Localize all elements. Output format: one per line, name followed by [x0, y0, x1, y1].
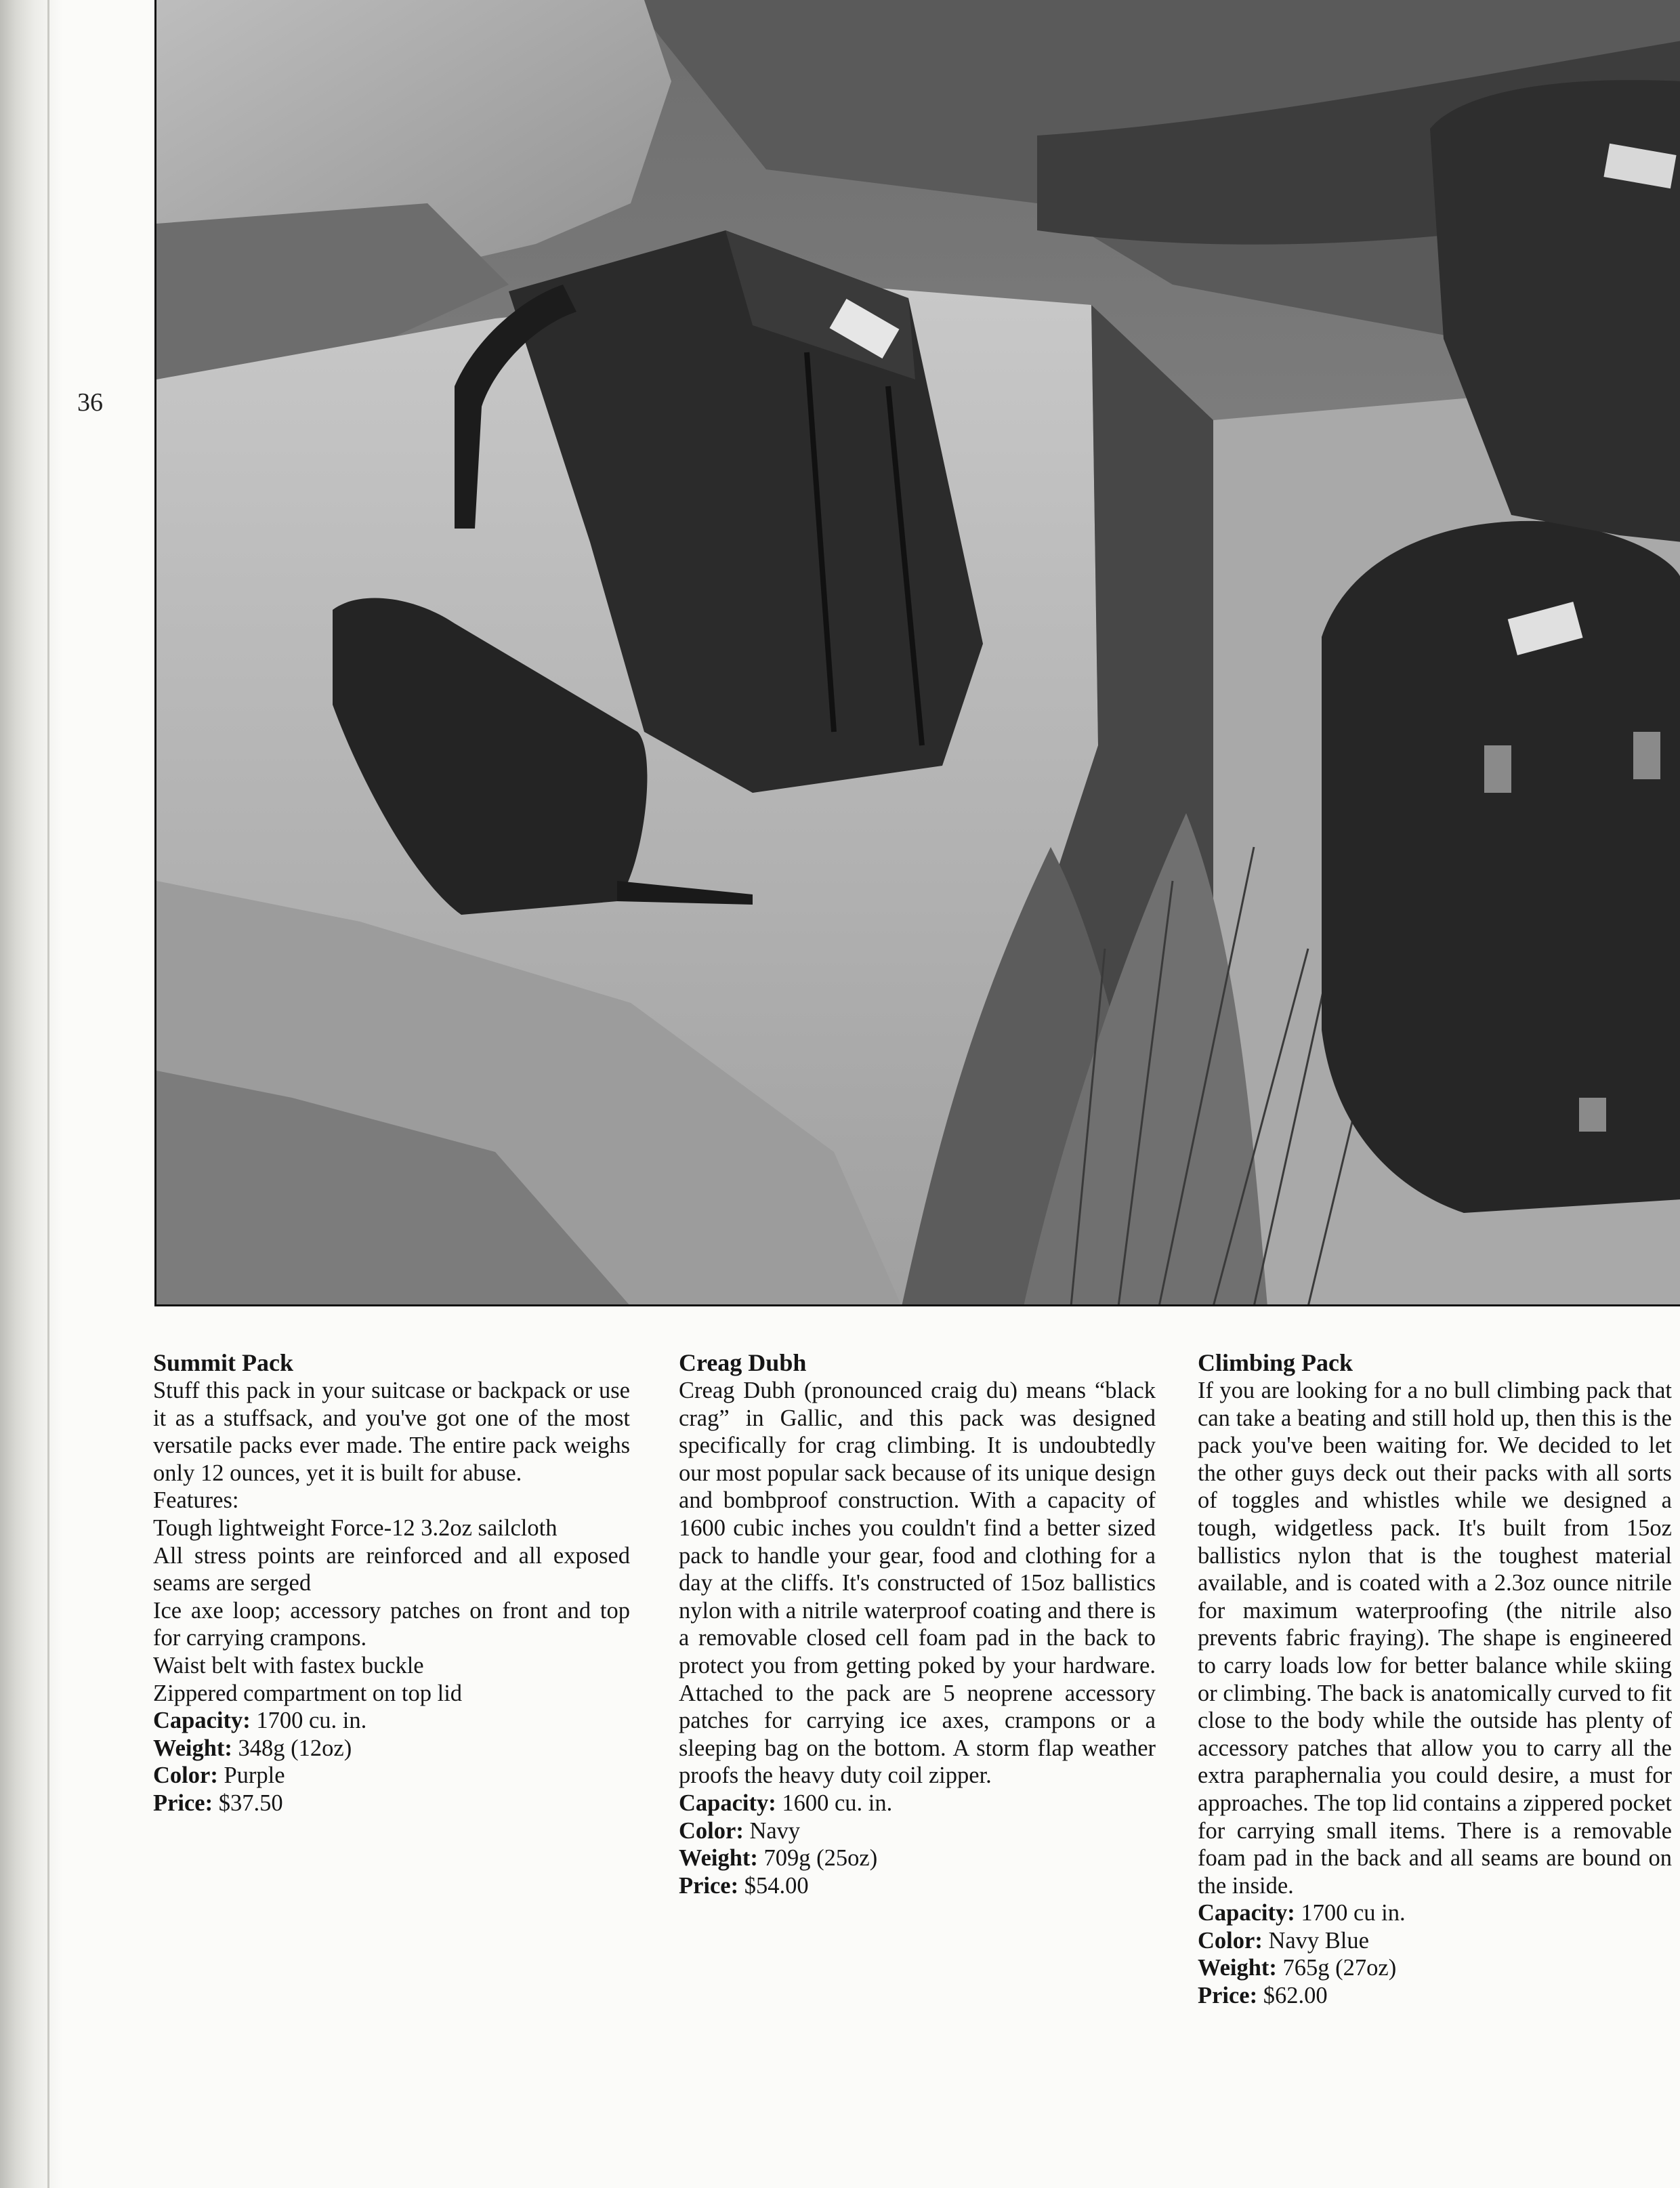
spec-value: 1700 cu in.: [1301, 1900, 1406, 1926]
spec-capacity: [153, 1707, 630, 1735]
spec-capacity: [1198, 1899, 1672, 1927]
spec-value: 765g (27oz): [1282, 1955, 1397, 1981]
product-climbing-pack: [1198, 1348, 1672, 2010]
photo-illustration: [156, 0, 1680, 1306]
spec-value: Navy Blue: [1268, 1927, 1369, 1954]
spec-weight: [1198, 1954, 1672, 1982]
spec-label: Weight:: [1198, 1955, 1277, 1981]
spec-price: [1198, 1982, 1672, 2010]
spec-value: $62.00: [1263, 1983, 1328, 2009]
feature-line: Features:: [153, 1487, 239, 1514]
feature-line: Ice axe loop; accessory patches on front and top for carrying crampons.: [153, 1597, 630, 1651]
spec-label: Price:: [153, 1790, 213, 1816]
product-title: Climbing Pack: [1198, 1349, 1353, 1376]
product-description: Creag Dubh (pronounced craig du) means “black crag” in Gallic, and this pack was designed specifically for crag climbing. It is undoubtedly our most popular sack because of its unique design and bombproof construction. With a capacity of 1600 cubic inches you couldn't find a better sized pack to handle your gear, food and clothing for a day at the cliffs. It's constructed of 15oz ballistics nylon with a nitrile waterproof coating and there is a removable closed cell foam pad in the back to protect you from getting poked by your hardware. Attached to the pack are 5 neoprene accessory patches for carrying ice axes, crampons or a sleeping bag on the bottom. A storm flap weather proofs the heavy duty coil zipper.: [679, 1378, 1156, 1789]
product-creag-dubh: [679, 1348, 1156, 1899]
spec-price: [679, 1872, 1156, 1900]
spec-color: [679, 1817, 1156, 1845]
spec-value: $37.50: [218, 1790, 283, 1816]
spec-label: Capacity:: [679, 1790, 776, 1816]
spec-weight: [679, 1844, 1156, 1872]
spec-value: 1700 cu. in.: [256, 1708, 367, 1734]
feature-line: Waist belt with fastex buckle: [153, 1652, 424, 1678]
spec-label: Color:: [679, 1817, 744, 1844]
spec-label: Color:: [1198, 1927, 1263, 1954]
spec-label: Color:: [153, 1762, 218, 1789]
spec-label: Capacity:: [1198, 1900, 1295, 1926]
page-edge: [47, 0, 49, 2188]
product-description: If you are looking for a no bull climbing pack that can take a beating and still hold up, then this is the pack you've been waiting for. We decided to let the other guys deck out their packs with all sorts of toggles and whistles while we designed a tough, widgetless pack. It's built from 15oz ballistics nylon that is the toughest material available, and is coated with a 2.3oz ounce nitrile for maximum waterproofing (the nitrile also prevents fabric fraying). The shape is engineered to carry loads low for better balance while skiing or climbing. The back is anatomically curved to fit close to the body while the outside has plenty of accessory patches that allow you to carry all the extra paraphernalia you could desire, a must for approaches. The top lid contains a zippered pocket for carrying small items. There is a removable foam pad in the back and all seams are bound on the inside.: [1198, 1378, 1672, 1899]
product-photo: [154, 0, 1680, 1306]
spec-weight: [153, 1735, 630, 1762]
product-description: Stuff this pack in your suitcase or backpack or use it as a stuffsack, and you've got one of the most versatile packs ever made. The entire pack weighs only 12 ounces, yet it is built for abuse.: [153, 1378, 630, 1486]
spec-color: [1198, 1927, 1672, 1955]
product-summit-pack: [153, 1348, 630, 1817]
spec-label: Price:: [1198, 1983, 1258, 2009]
spec-label: Weight:: [679, 1845, 758, 1872]
spec-color: [153, 1762, 630, 1790]
spec-capacity: [679, 1790, 1156, 1817]
page-binding-shadow: [0, 0, 62, 2188]
spec-value: 1600 cu. in.: [782, 1790, 893, 1816]
product-title: Creag Dubh: [679, 1349, 807, 1376]
feature-line: Tough lightweight Force-12 3.2oz sailcloth: [153, 1514, 558, 1541]
spec-value: Navy: [749, 1817, 801, 1844]
spec-value: 709g (25oz): [763, 1845, 878, 1872]
feature-line: All stress points are reinforced and all exposed seams are serged: [153, 1542, 630, 1596]
spec-value: Purple: [224, 1762, 285, 1789]
spec-label: Capacity:: [153, 1708, 251, 1734]
page-number: 36: [77, 388, 103, 417]
spec-label: Price:: [679, 1872, 739, 1899]
spec-price: [153, 1790, 630, 1817]
spec-value: $54.00: [744, 1872, 809, 1899]
spec-value: 348g (12oz): [238, 1735, 352, 1761]
feature-line: Zippered compartment on top lid: [153, 1680, 463, 1706]
spec-label: Weight:: [153, 1735, 232, 1761]
product-title: Summit Pack: [153, 1349, 293, 1376]
